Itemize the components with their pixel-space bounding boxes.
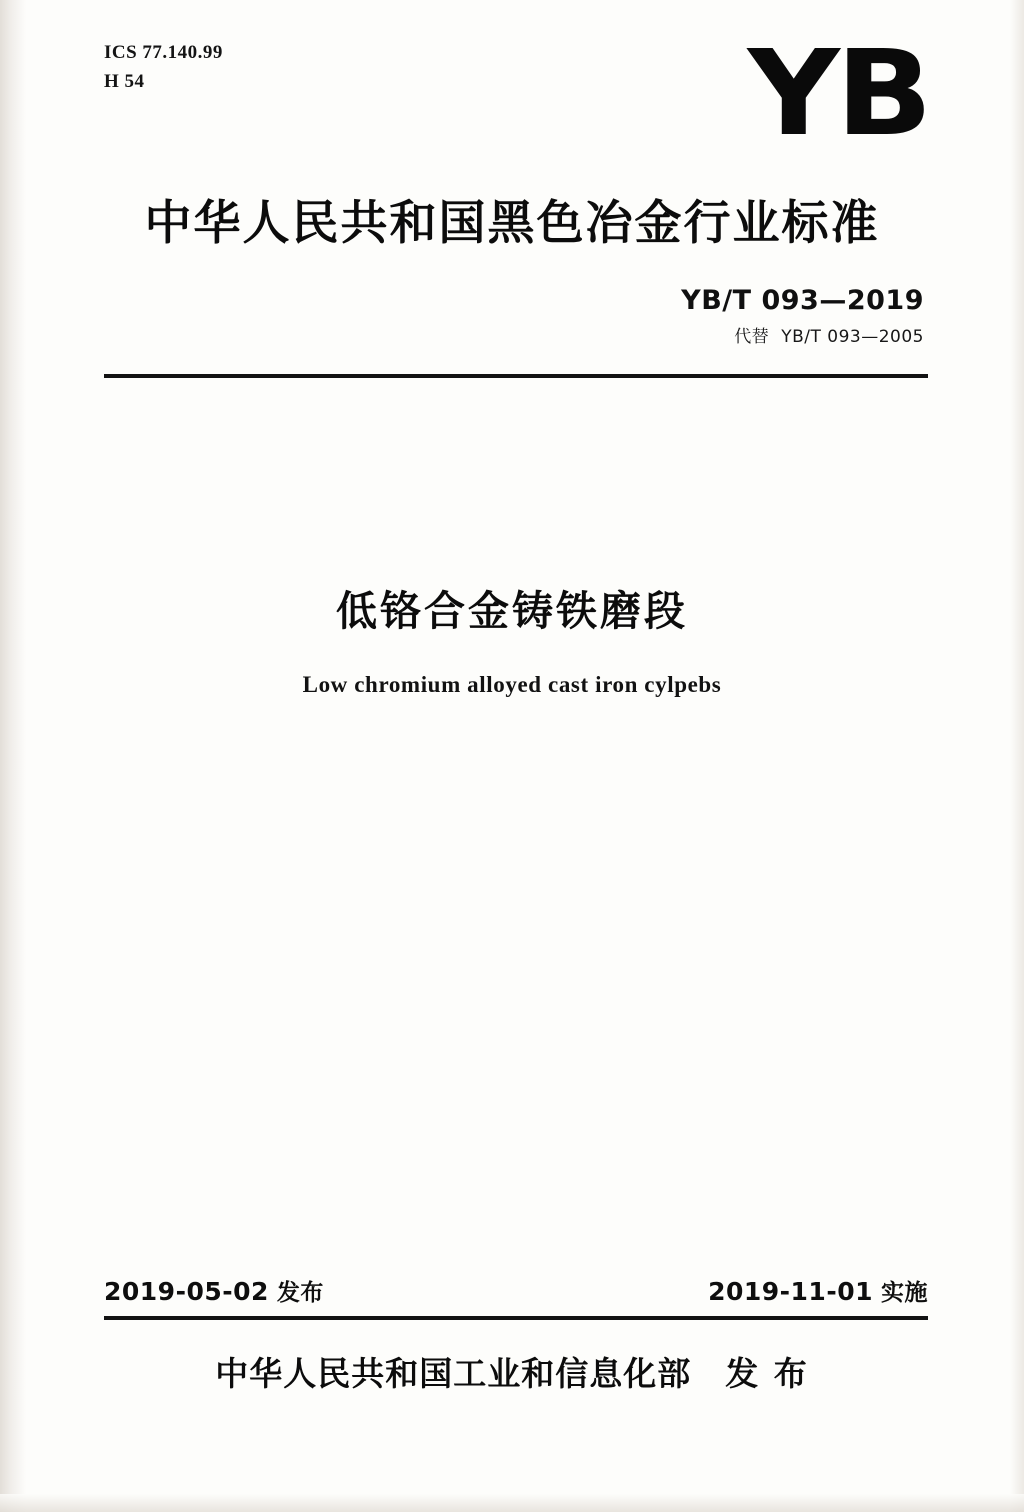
- document-title-english: Low chromium alloyed cast iron cylpebs: [302, 672, 722, 697]
- replaces-label: 代替: [734, 327, 770, 347]
- yb-logo: YB: [747, 24, 928, 162]
- ics-code: ICS 77.140.99: [104, 42, 223, 63]
- classification-code: H 54: [104, 71, 145, 93]
- document-title-chinese: 低铬合金铸铁磨段: [336, 587, 688, 635]
- issue-date-group: [104, 1274, 324, 1307]
- effective-date: 2019-11-01: [708, 1277, 873, 1306]
- issuer-verb: 发 布: [725, 1354, 809, 1393]
- divider-bottom: [104, 1316, 928, 1320]
- issue-date: 2019-05-02: [104, 1277, 269, 1306]
- organization-title: 中华人民共和国黑色冶金行业标准: [144, 196, 880, 251]
- scan-edge-bottom: [0, 1494, 1024, 1512]
- standard-number: YB/T 093—2019: [681, 285, 924, 316]
- effective-date-group: [708, 1274, 928, 1307]
- issuing-authority: [0, 1348, 1024, 1395]
- issuer-name: 中华人民共和国工业和信息化部: [215, 1354, 692, 1393]
- dates-row: [104, 1274, 928, 1307]
- replaces-number: YB/T 093—2005: [781, 327, 924, 347]
- issue-date-label: 发布: [276, 1280, 324, 1306]
- replaces-line: [734, 322, 924, 347]
- effective-date-label: 实施: [881, 1280, 928, 1306]
- ics-block: [104, 38, 223, 97]
- divider-top: [104, 374, 928, 378]
